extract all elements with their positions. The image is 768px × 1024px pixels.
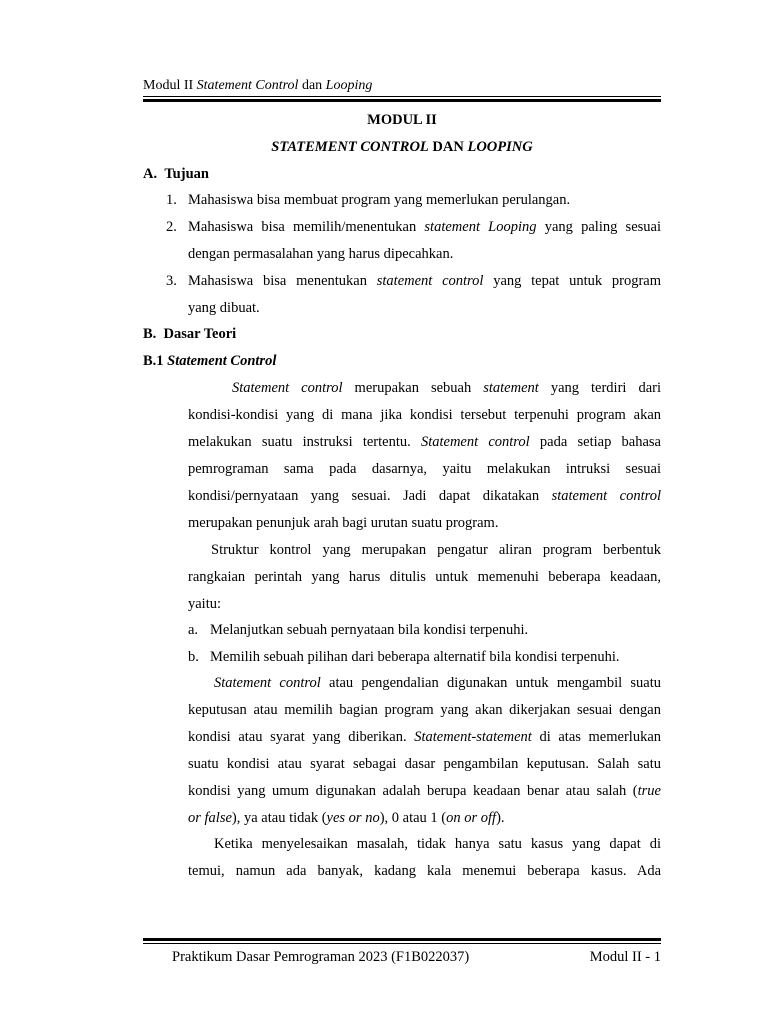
list-item-text: Melanjutkan sebuah pernyataan bila kondisi terpenuhi. (210, 622, 529, 638)
text-run: yang paling sesuai (536, 219, 661, 235)
page-number: Modul II - 1 (589, 949, 661, 965)
text-run: ), 0 atau 1 ( (379, 810, 447, 826)
list-item-text: Memilih sebuah pilihan dari beberapa alternatif bila kondisi terpenuhi. (210, 649, 620, 665)
text-run: di atas memerlukan (531, 729, 662, 745)
italic-run: Statement-statement (414, 729, 532, 745)
text-run: ), ya atau tidak ( (231, 810, 327, 826)
list-number: 3. (166, 273, 177, 289)
paragraph-line: yaitu: (188, 596, 222, 612)
list-item-text (188, 271, 661, 291)
paragraph-line: keputusan atau memilih bagian program yang akan dikerjakan sesuai dengan (188, 702, 661, 718)
list-item-text: Mahasiswa bisa membuat program yang memerlukan perulangan. (188, 192, 571, 208)
header-text-dan: dan (298, 78, 326, 93)
paragraph-line: rangkaian perintah yang harus ditulis untuk memenuhi beberapa keadaan, (188, 569, 661, 585)
header-rule-thick (143, 99, 661, 102)
module-title: MODUL II (367, 112, 437, 128)
text-run: Mahasiswa bisa memilih/menentukan (188, 219, 425, 235)
running-header (143, 77, 372, 95)
list-number: 1. (166, 192, 177, 208)
italic-run: Statement control (214, 675, 321, 691)
text-run: merupakan sebuah (342, 380, 484, 396)
text-run: yang tepat untuk program (483, 273, 661, 289)
paragraph-line: Ketika menyelesaikan masalah, tidak hanya satu kasus yang dapat di (214, 836, 661, 852)
paragraph-line (188, 808, 505, 828)
italic-run: Statement control (420, 434, 530, 450)
list-item-text: yang dibuat. (188, 300, 260, 316)
list-number: 2. (166, 219, 177, 235)
paragraph-line (214, 673, 661, 693)
subsection-title: Statement Control (167, 353, 277, 369)
footer-rule-thin (143, 943, 661, 944)
section-b-heading: B. Dasar Teori (143, 326, 237, 342)
italic-run: on or off (446, 810, 497, 826)
list-label: b. (188, 649, 199, 665)
text-run: kondisi/pernyataan yang sesuai. Jadi dapat dikatakan (188, 488, 552, 504)
text-run: pada setiap bahasa (529, 434, 661, 450)
italic-run: or false (188, 810, 232, 826)
subtitle-italic-2: LOOPING (467, 139, 533, 155)
paragraph-line: merupakan penunjuk arah bagi urutan suatu program. (188, 515, 499, 531)
text-run: ). (496, 810, 505, 826)
header-italic-looping: Looping (325, 78, 373, 93)
text-run: yang terdiri dari (538, 380, 661, 396)
subtitle-italic-1: STATEMENT CONTROL (271, 139, 429, 155)
paragraph-line (188, 486, 661, 506)
header-rule-thin (143, 96, 661, 97)
paragraph-line: kondisi-kondisi yang di mana jika kondisi tersebut terpenuhi program akan (188, 407, 661, 423)
paragraph-line (188, 727, 661, 747)
paragraph-line: temui, namun ada banyak, kadang kala menemui beberapa kasus. Ada (188, 863, 661, 879)
text-run: kondisi atau syarat yang diberikan. (188, 729, 415, 745)
paragraph-line (232, 378, 661, 398)
text-run: kondisi yang umum digunakan adalah berupa keadaan benar atau salah ( (188, 783, 638, 799)
subsection-b1-heading (143, 351, 276, 371)
subtitle-mid: DAN (428, 139, 468, 155)
text-run: melakukan suatu instruksi tertentu. (188, 434, 421, 450)
list-item-text: dengan permasalahan yang harus dipecahkan. (188, 246, 454, 262)
subsection-number: B.1 (143, 353, 168, 369)
footer-rule-thick (143, 938, 661, 941)
paragraph-line: Struktur kontrol yang merupakan pengatur aliran program berbentuk (211, 542, 661, 558)
header-italic-statement-control: Statement Control (196, 78, 299, 93)
italic-run: true (637, 783, 661, 799)
italic-run: statement control (376, 273, 484, 289)
footer-left: Praktikum Dasar Pemrograman 2023 (F1B022037) (172, 949, 470, 965)
list-label: a. (188, 622, 199, 638)
italic-run: Statement control (232, 380, 343, 396)
italic-run: statement Looping (424, 219, 537, 235)
header-text: Modul II (143, 78, 197, 93)
module-subtitle (143, 137, 661, 157)
text-run: atau pengendalian digunakan untuk mengambil suatu (320, 675, 661, 691)
paragraph-line (188, 781, 661, 801)
section-a-heading: A. Tujuan (143, 166, 209, 182)
list-item-text (188, 217, 661, 237)
paragraph-line (188, 432, 661, 452)
paragraph-line: pemrograman sama pada dasarnya, yaitu melakukan intruksi sesuai (188, 461, 661, 477)
italic-run: statement control (551, 488, 661, 504)
paragraph-line: suatu kondisi atau syarat sebagai dasar pengambilan keputusan. Salah satu (188, 756, 661, 772)
text-run: Mahasiswa bisa menentukan (188, 273, 377, 289)
italic-run: yes or no (326, 810, 380, 826)
italic-run: statement (483, 380, 539, 396)
